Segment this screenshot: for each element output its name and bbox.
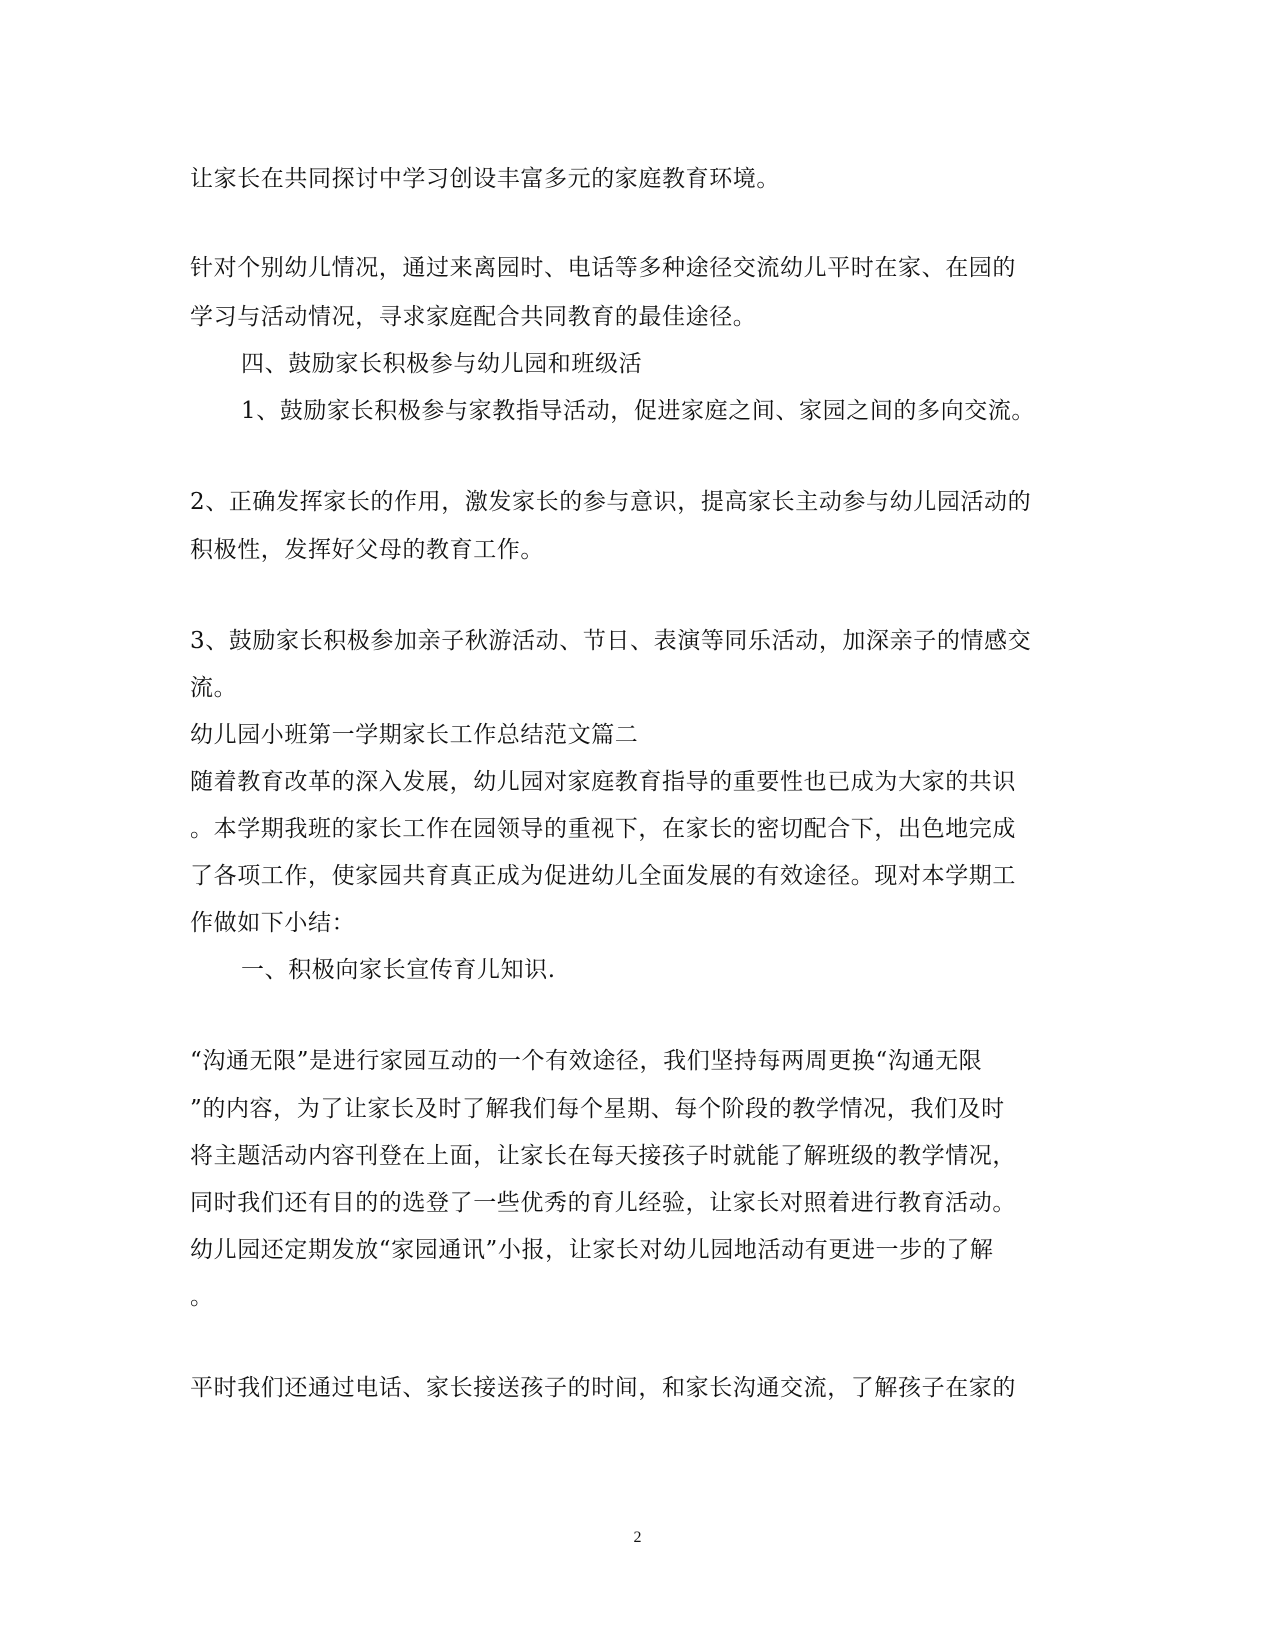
text-line: 。 [190,1284,214,1310]
page-number: 2 [633,1529,642,1546]
text-line: 作做如下小结： [190,910,356,936]
text-line: 学习与活动情况，寻求家庭配合共同教育的最佳途径。 [190,304,757,330]
text-line: 。本学期我班的家长工作在园领导的重视下，在家长的密切配合下，出色地完成 [190,816,1016,842]
text-line: 1、鼓励家长积极参与家教指导活动，促进家庭之间、家园之间的多向交流。 [241,398,1036,424]
text-line: 2、正确发挥家长的作用，激发家长的参与意识，提高家长主动参与幼儿园活动的 [190,489,1032,515]
text-line: 幼儿园还定期发放“家园通讯”小报，让家长对幼儿园地活动有更进一步的了解 [190,1237,994,1263]
section-heading: 一、积极向家长宣传育儿知识. [241,957,556,983]
text-line: ”的内容，为了让家长及时了解我们每个星期、每个阶段的教学情况，我们及时 [190,1096,1005,1122]
text-line: 平时我们还通过电话、家长接送孩子的时间，和家长沟通交流，了解孩子在家的 [190,1375,1016,1401]
text-line: “沟通无限”是进行家园互动的一个有效途径，我们坚持每两周更换“沟通无限 [190,1048,983,1074]
text-line: 积极性，发挥好父母的教育工作。 [190,537,544,563]
text-line: 让家长在共同探讨中学习创设丰富多元的家庭教育环境。 [190,166,780,192]
article-title: 幼儿园小班第一学期家长工作总结范文篇二 [190,722,639,748]
text-line: 了各项工作，使家园共育真正成为促进幼儿全面发展的有效途径。现对本学期工 [190,863,1016,889]
text-line: 流。 [190,675,238,701]
text-line: 针对个别幼儿情况，通过来离园时、电话等多种途径交流幼儿平时在家、在园的 [190,255,1016,281]
text-line: 随着教育改革的深入发展，幼儿园对家庭教育指导的重要性也已成为大家的共识 [190,769,1016,795]
section-heading: 四、鼓励家长积极参与幼儿园和班级活 [241,351,643,377]
text-line: 同时我们还有目的的选登了一些优秀的育儿经验，让家长对照着进行教育活动。 [190,1190,1016,1216]
text-line: 3、鼓励家长积极参加亲子秋游活动、节日、表演等同乐活动，加深亲子的情感交 [190,628,1032,654]
text-line: 将主题活动内容刊登在上面，让家长在每天接孩子时就能了解班级的教学情况， [190,1143,1016,1169]
